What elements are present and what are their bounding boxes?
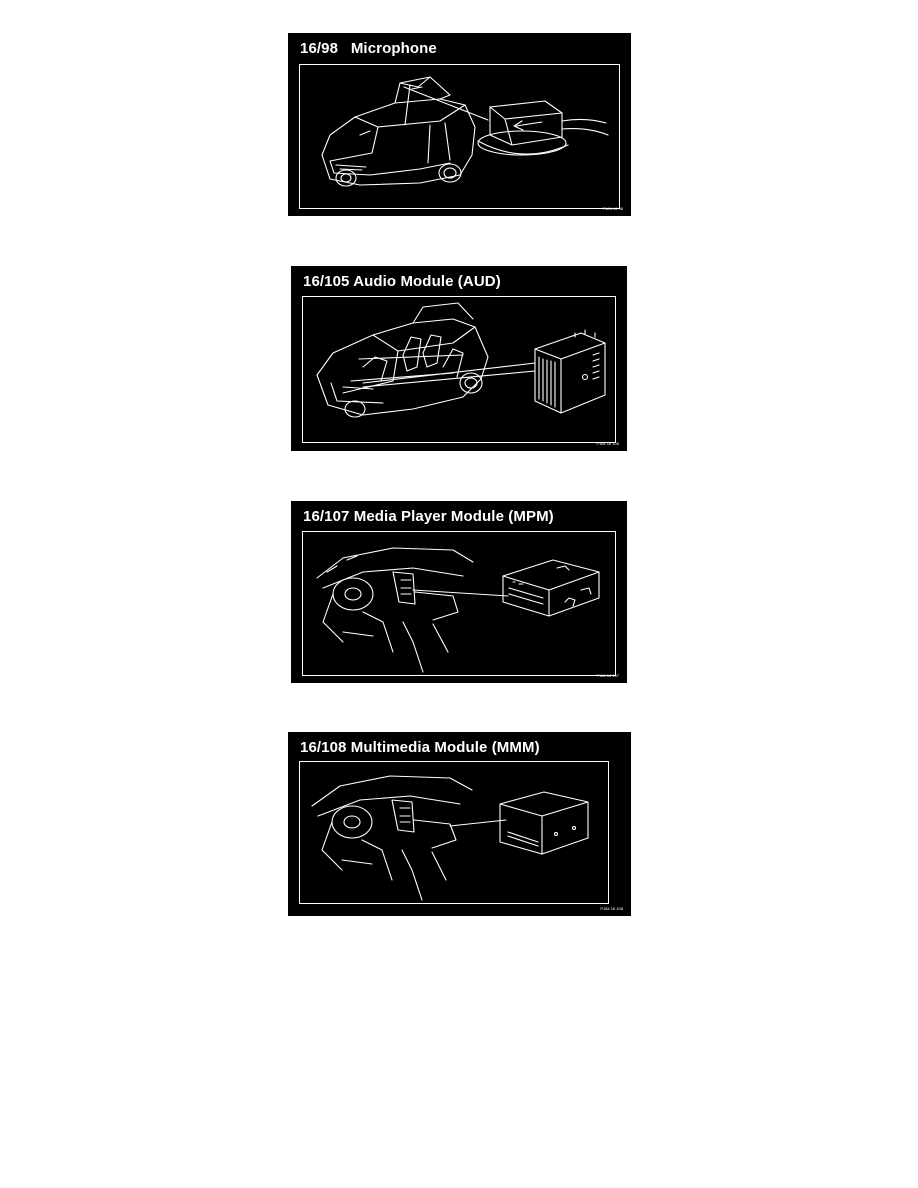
media-player-module-panel bbox=[291, 501, 627, 683]
multimedia-module-illustration bbox=[300, 762, 610, 905]
multimedia-module-title: 16/108 Multimedia Module (MMM) bbox=[300, 739, 540, 756]
multimedia-module-illustration-frame bbox=[299, 761, 609, 904]
media-player-module-ref-code: P184 16 107 bbox=[596, 673, 619, 678]
audio-module-illustration-frame bbox=[302, 296, 616, 443]
microphone-illustration bbox=[300, 65, 621, 210]
microphone-ref-code: P184 16 98 bbox=[602, 206, 623, 211]
audio-module-illustration bbox=[303, 297, 617, 444]
media-player-module-title: 16/107 Media Player Module (MPM) bbox=[303, 508, 554, 525]
audio-module-ref-code: P184 16 105 bbox=[596, 441, 619, 446]
audio-module-panel bbox=[291, 266, 627, 451]
microphone-panel bbox=[288, 33, 631, 216]
audio-module-title: 16/105 Audio Module (AUD) bbox=[303, 273, 501, 290]
multimedia-module-panel bbox=[288, 732, 631, 916]
multimedia-module-ref-code: P184 16 108 bbox=[600, 906, 623, 911]
media-player-module-illustration-frame bbox=[302, 531, 616, 676]
microphone-illustration-frame bbox=[299, 64, 620, 209]
media-player-module-illustration bbox=[303, 532, 617, 677]
microphone-title: 16/98 Microphone bbox=[300, 40, 437, 57]
